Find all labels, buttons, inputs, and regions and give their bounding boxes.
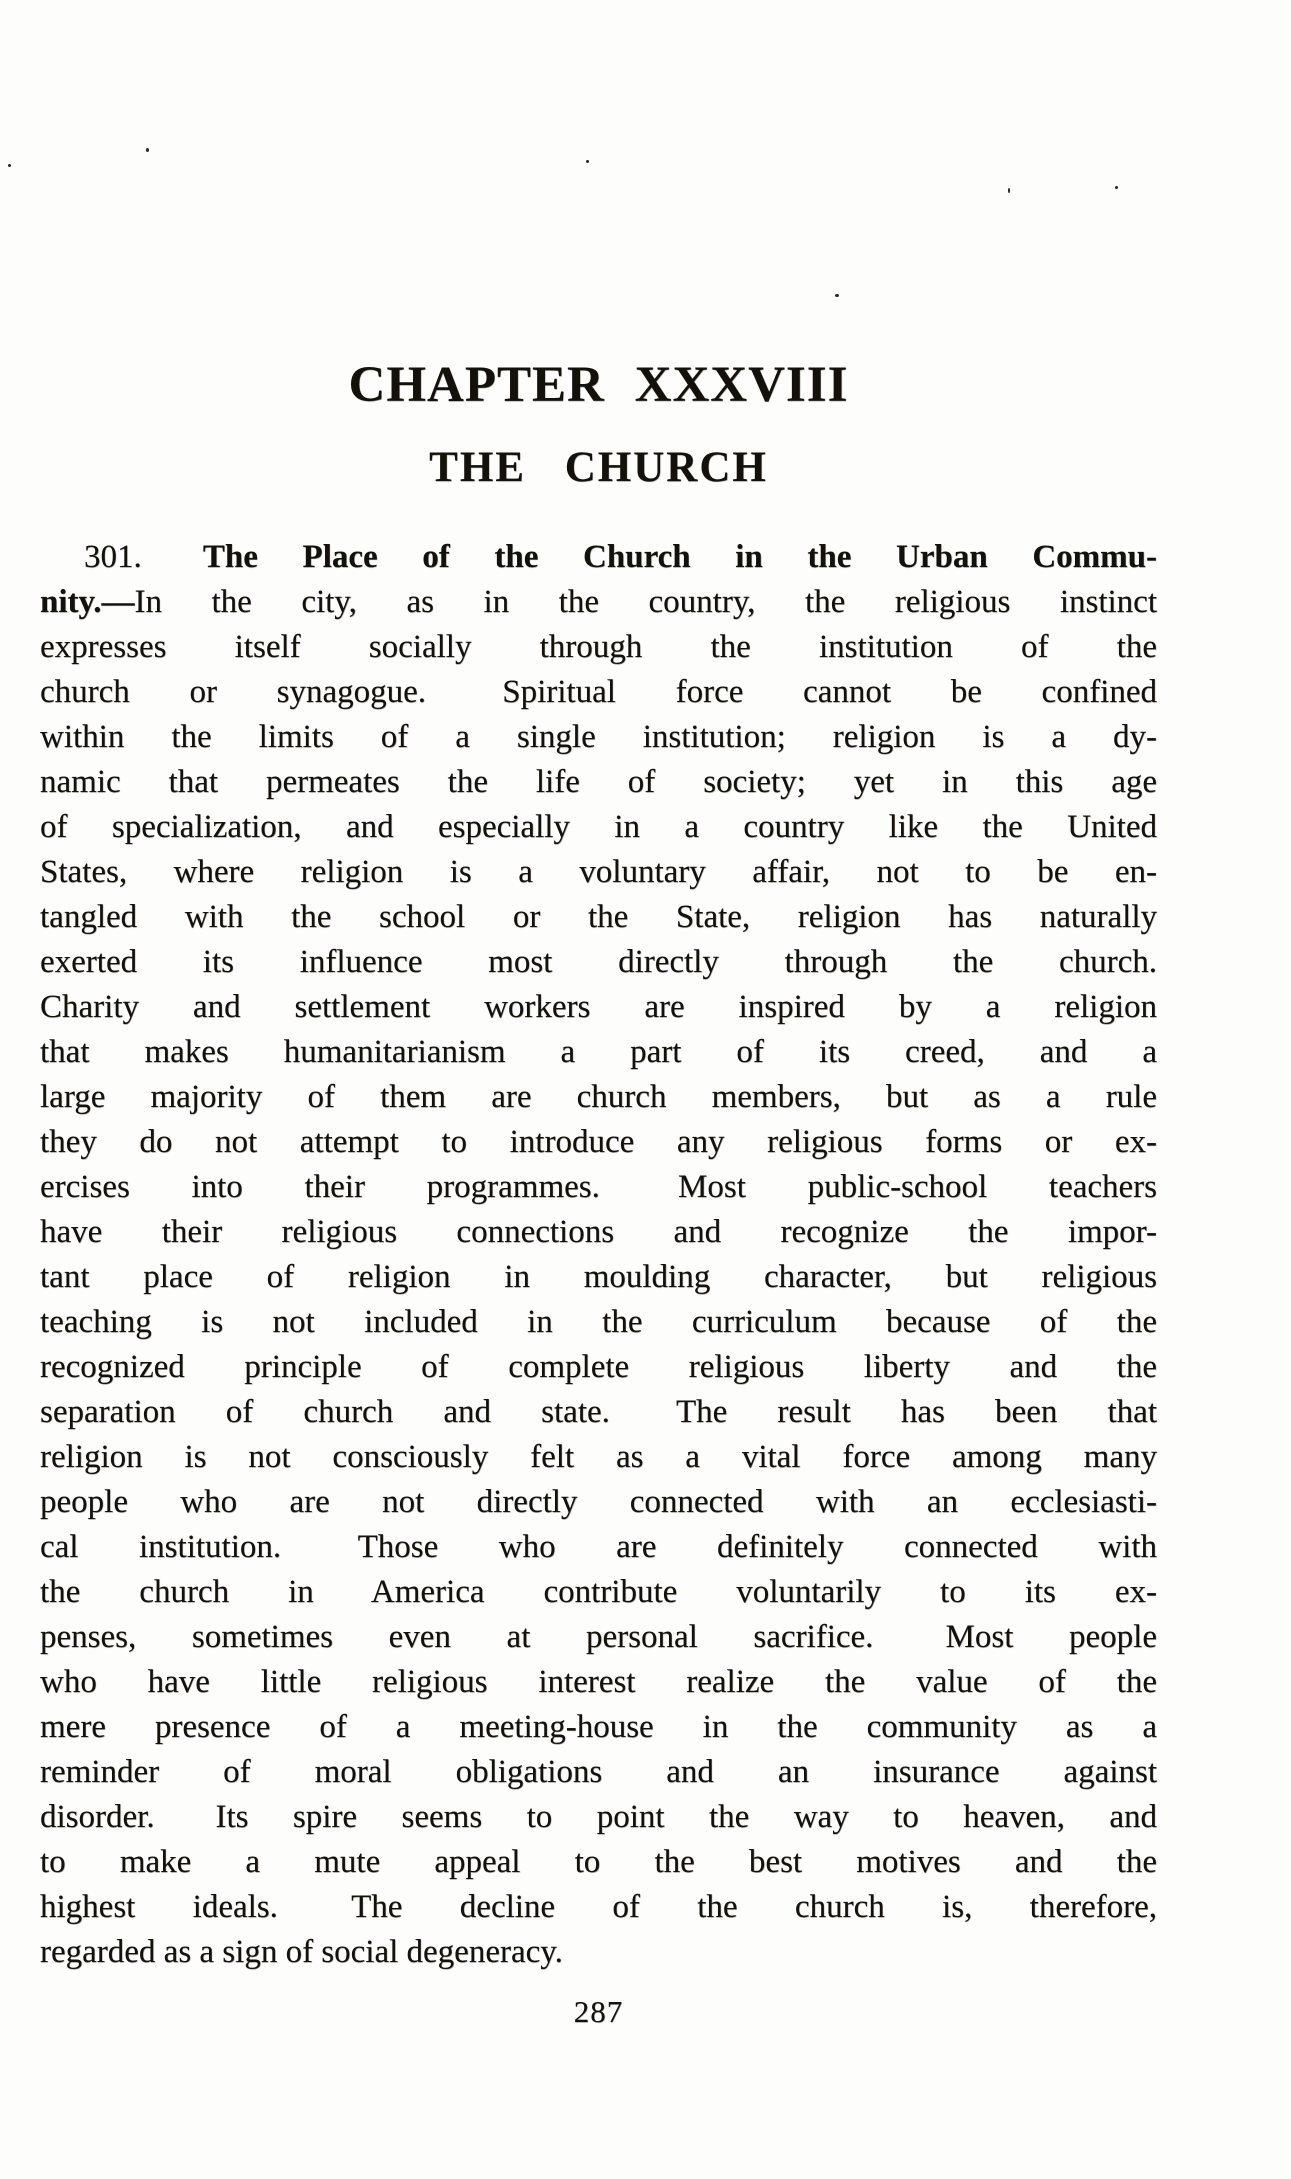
text-line: of specialization, and especially in a country like the United [40, 809, 1157, 845]
page-number: 287 [573, 1994, 624, 2029]
chapter-heading: CHAPTER XXXVIII [348, 357, 849, 413]
text-line: penses, sometimes even at personal sacrifice. Most people [40, 1619, 1157, 1655]
body-text [40, 535, 1157, 1975]
text-line: highest ideals. The decline of the church is, therefore, [40, 1889, 1157, 1925]
text-line: tangled with the school or the State, religion has naturally [40, 899, 1157, 935]
text-line: recognized principle of complete religious liberty and the [40, 1349, 1157, 1385]
text-line: the church in America contribute voluntarily to its ex- [40, 1574, 1157, 1610]
text-line: States, where religion is a voluntary affair, not to be en- [40, 854, 1157, 890]
scan-speck [586, 160, 589, 163]
text-line: within the limits of a single institution; religion is a dy- [40, 719, 1157, 755]
text-line: Charity and settlement workers are inspired by a religion [40, 989, 1157, 1025]
text-line: church or synagogue. Spiritual force cannot be confined [40, 674, 1157, 710]
text-line: separation of church and state. The result has been that [40, 1394, 1157, 1430]
text-line: expresses itself socially through the institution of the [40, 629, 1157, 665]
text-line: nity.—In the city, as in the country, the religious instinct [40, 584, 1157, 620]
text-line: reminder of moral obligations and an insurance against [40, 1754, 1157, 1790]
text-line: have their religious connections and recognize the impor- [40, 1214, 1157, 1250]
text-line: mere presence of a meeting-house in the community as a [40, 1709, 1157, 1745]
chapter-title: THE CHURCH [429, 444, 768, 491]
text-line: religion is not consciously felt as a vital force among many [40, 1439, 1157, 1475]
scan-speck [835, 294, 839, 297]
scan-speck [1115, 186, 1118, 189]
text-line: ercises into their programmes. Most public-school teachers [40, 1169, 1157, 1205]
text-line: people who are not directly connected with an ecclesiasti- [40, 1484, 1157, 1520]
text-line: who have little religious interest realize the value of the [40, 1664, 1157, 1700]
scan-speck [8, 164, 11, 167]
text-line: tant place of religion in moulding character, but religious [40, 1259, 1157, 1295]
text-line: to make a mute appeal to the best motives and the [40, 1844, 1157, 1880]
text-line: regarded as a sign of social degeneracy. [40, 1934, 563, 1970]
text-line: teaching is not included in the curriculum because of the [40, 1304, 1157, 1340]
scan-speck [146, 148, 149, 152]
text-line: that makes humanitarianism a part of its creed, and a [40, 1034, 1157, 1070]
text-line: namic that permeates the life of society; yet in this age [40, 764, 1157, 800]
text-line: 301. The Place of the Church in the Urban Commu- [84, 539, 1158, 575]
text-line: disorder. Its spire seems to point the way to heaven, and [40, 1799, 1157, 1835]
text-line: exerted its influence most directly through the church. [40, 944, 1157, 980]
text-line: cal institution. Those who are definitely connected with [40, 1529, 1157, 1565]
text-line: large majority of them are church members, but as a rule [40, 1079, 1157, 1115]
scan-speck [1008, 188, 1010, 193]
text-line: they do not attempt to introduce any religious forms or ex- [40, 1124, 1157, 1160]
